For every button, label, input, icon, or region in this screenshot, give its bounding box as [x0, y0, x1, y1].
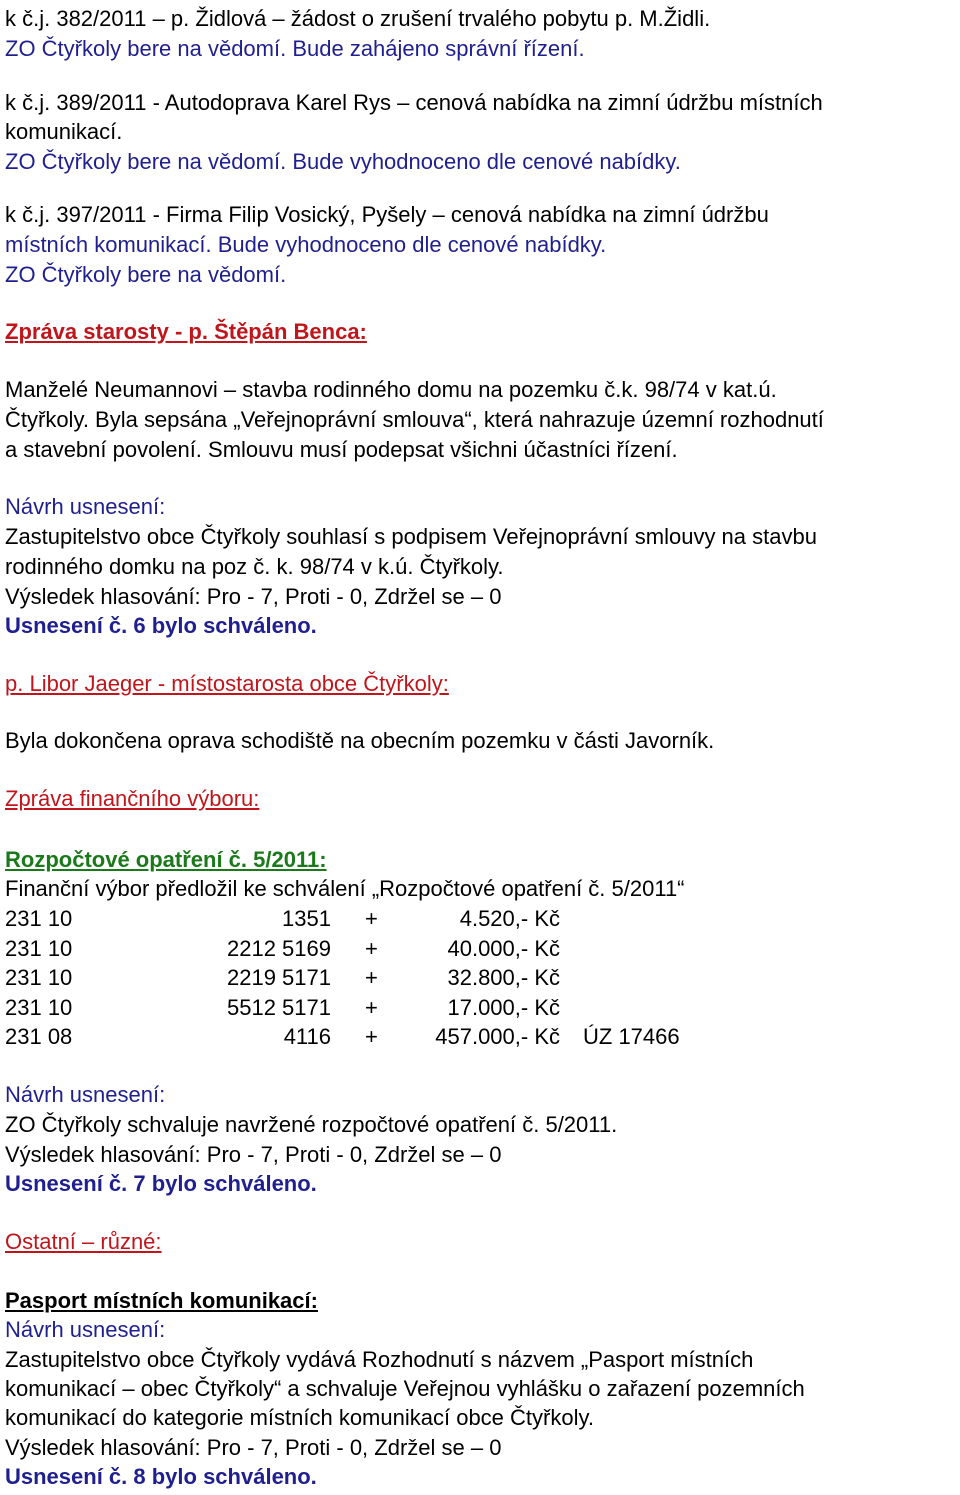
ostatni-proposal2: komunikací – obec Čtyřkoly“ a schvaluje Veřejnou vyhlášku o zařazení pozemních [5, 1376, 805, 1401]
budget-row-paragraph: 231 08 [5, 1024, 73, 1049]
starosta-resolution: Usnesení č. 6 bylo schváleno. [5, 613, 317, 638]
budget-row-amount: 4.520,- Kč [459, 906, 560, 931]
budget-row-paragraph: 231 10 [5, 906, 73, 931]
budget-row-paragraph: 231 10 [5, 935, 73, 961]
budget-row [5, 995, 955, 1023]
item-389-line1: k č.j. 389/2011 - Autodoprava Karel Rys – cenová nabídka na zimní údržbu místních [5, 90, 823, 115]
budget-row-amount: 40.000,- Kč [447, 935, 560, 961]
financni-subheading: Rozpočtové opatření č. 5/2011: [5, 847, 327, 872]
ostatni-vote: Výsledek hlasování: Pro - 7, Proti - 0, Zdržel se – 0 [5, 1435, 502, 1460]
budget-row-sign: + [365, 965, 378, 990]
financni-resolution: Usnesení č. 7 bylo schváleno. [5, 1171, 317, 1196]
mistostarosta-line1: Byla dokončena oprava schodiště na obecním pozemku v části Javorník. [5, 728, 715, 753]
financni-proposal1: ZO Čtyřkoly schvaluje navržené rozpočtové opatření č. 5/2011. [5, 1112, 618, 1137]
item-389-line2: komunikací. [5, 119, 123, 144]
ostatni-proposal3: komunikací do kategorie místních komunikací obce Čtyřkoly. [5, 1405, 594, 1430]
starosta-vote: Výsledek hlasování: Pro - 7, Proti - 0, Zdržel se – 0 [5, 584, 502, 609]
item-397-line1: k č.j. 397/2011 - Firma Filip Vosický, Pyšely – cenová nabídka na zimní údržbu [5, 202, 769, 227]
budget-row [5, 936, 955, 964]
item-382-line1: k č.j. 382/2011 – p. Židlová – žádost o zrušení trvalého pobytu p. M.Židli. [5, 6, 711, 31]
ostatni-subheading: Pasport místních komunikací: [5, 1288, 318, 1313]
financni-proposal-label: Návrh usnesení: [5, 1082, 166, 1107]
starosta-proposal1: Zastupitelstvo obce Čtyřkoly souhlasí s podpisem Veřejnoprávní smlouvy na stavbu [5, 524, 817, 549]
budget-row-item: 1351 [282, 906, 331, 931]
starosta-heading: Zpráva starosty - p. Štěpán Benca: [5, 319, 367, 344]
budget-row-item: 4116 [283, 1024, 331, 1049]
budget-row-paragraph: 231 10 [5, 965, 73, 990]
budget-row-sign: + [365, 1024, 378, 1049]
starosta-line3: a stavební povolení. Smlouvu musí podepsat všichni účastníci řízení. [5, 437, 678, 462]
budget-row-sign: + [365, 906, 378, 931]
budget-row-paragraph: 231 10 [5, 994, 73, 1020]
starosta-proposal-label: Návrh usnesení: [5, 494, 166, 519]
budget-row [5, 965, 955, 993]
budget-row-amount: 32.800,- Kč [447, 965, 560, 990]
budget-row-sign: + [365, 994, 378, 1020]
item-382-line2: ZO Čtyřkoly bere na vědomí. Bude zahájeno správní řízení. [5, 36, 585, 61]
budget-row [5, 1024, 955, 1052]
budget-row-note: ÚZ 17466 [583, 1024, 680, 1049]
financni-vote: Výsledek hlasování: Pro - 7, Proti - 0, Zdržel se – 0 [5, 1142, 502, 1167]
starosta-proposal2: rodinného domku na poz č. k. 98/74 v k.ú. Čtyřkoly. [5, 554, 504, 579]
item-397-line2: místních komunikací. Bude vyhodnoceno dle cenové nabídky. [5, 232, 607, 257]
ostatni-proposal-label: Návrh usnesení: [5, 1317, 166, 1342]
budget-row-amount: 457.000,- Kč [435, 1024, 560, 1049]
mistostarosta-heading: p. Libor Jaeger - místostarosta obce Čtyřkoly: [5, 671, 449, 696]
budget-row-item: 2219 5171 [227, 965, 331, 990]
budget-row-amount: 17.000,- Kč [447, 994, 560, 1020]
item-397-line3: ZO Čtyřkoly bere na vědomí. [5, 262, 287, 287]
financni-intro: Finanční výbor předložil ke schválení „Rozpočtové opatření č. 5/2011“ [5, 876, 685, 901]
item-389-line3: ZO Čtyřkoly bere na vědomí. Bude vyhodnoceno dle cenové nabídky. [5, 149, 681, 174]
budget-row [5, 906, 955, 934]
financni-heading: Zpráva finančního výboru: [5, 786, 260, 811]
starosta-line2: Čtyřkoly. Byla sepsána „Veřejnoprávní smlouva“, která nahrazuje územní rozhodnutí [5, 407, 824, 432]
budget-row-sign: + [365, 935, 378, 961]
starosta-line1: Manželé Neumannovi – stavba rodinného domu na pozemku č.k. 98/74 v kat.ú. [5, 377, 777, 402]
ostatni-resolution: Usnesení č. 8 bylo schváleno. [5, 1464, 317, 1489]
budget-row-item: 2212 5169 [227, 935, 331, 961]
ostatni-proposal1: Zastupitelstvo obce Čtyřkoly vydává Rozhodnutí s názvem „Pasport místních [5, 1347, 754, 1372]
ostatni-heading: Ostatní – různé: [5, 1229, 162, 1254]
budget-row-item: 5512 5171 [227, 994, 331, 1020]
